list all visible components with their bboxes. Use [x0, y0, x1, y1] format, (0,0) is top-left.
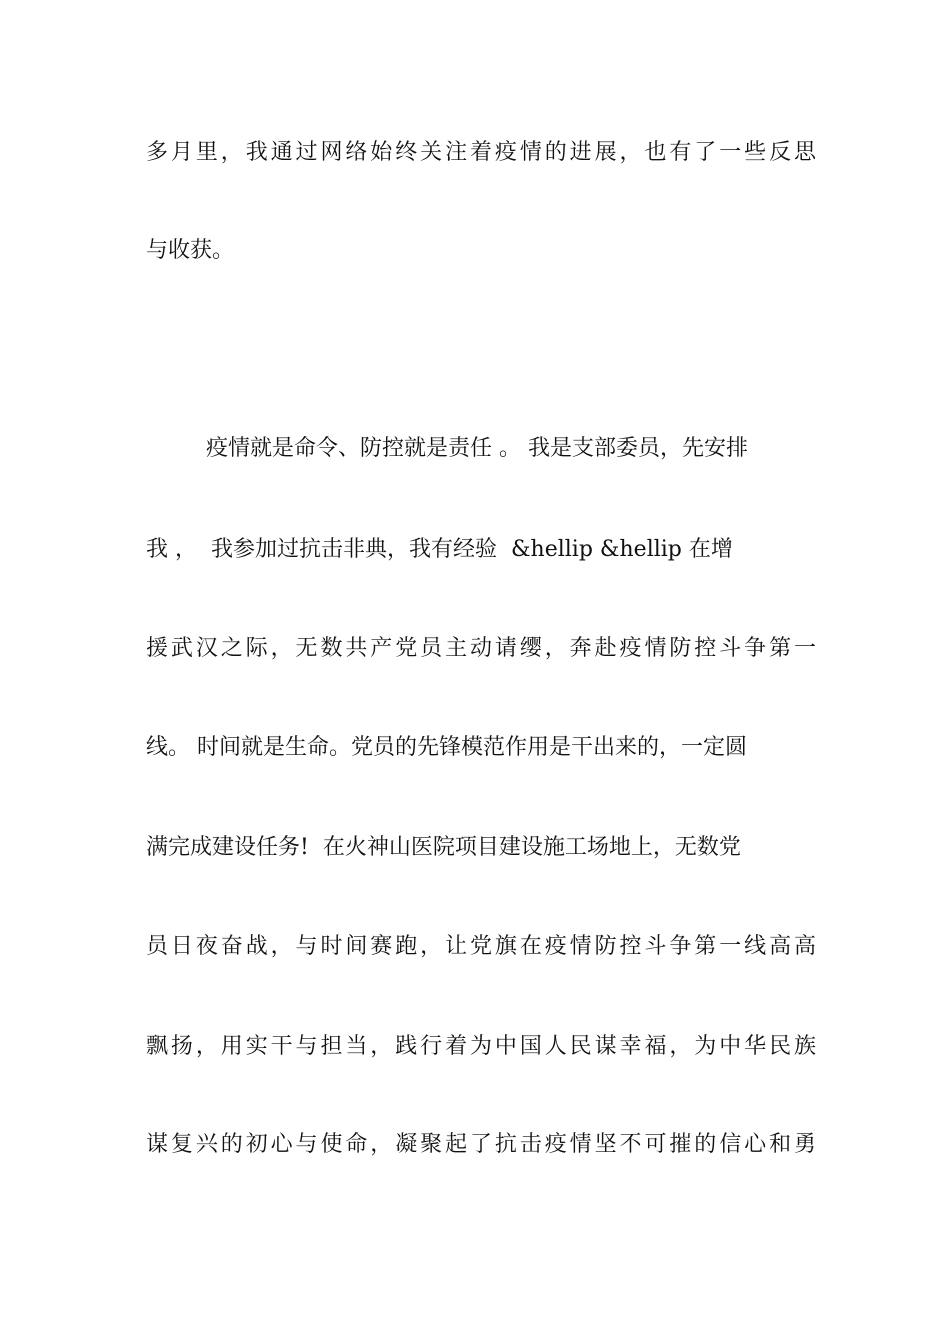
text-line-7: 满完成建设任务! 在火神山医院项目建设施工场地上，无数党	[146, 835, 741, 860]
text-line-6: 线。 时间就是生命。党员的先锋模范作用是干出来的，一定圆	[146, 735, 747, 760]
text-line-8: 员日夜奋战，与时间赛跑，让党旗在疫情防控斗争第一线高高	[146, 934, 816, 959]
paragraph-first-line: 疫情就是命令、防控就是责任 。 我是支部委员，先安排	[206, 436, 748, 461]
text-line-1: 多月里，我通过网络始终关注着疫情的进展，也有了一些反思	[146, 140, 816, 165]
text-line-5: 援武汉之际，无数共产党员主动请缨，奔赴疫情防控斗争第一	[146, 636, 816, 661]
text-line-9: 飘扬，用实干与担当，践行着为中国人民谋幸福，为中华民族	[146, 1034, 816, 1059]
text-line-4: 我 ， 我参加过抗击非典，我有经验 &hellip &hellip 在增	[146, 537, 733, 562]
text-line-10: 谋复兴的初心与使命，凝聚起了抗击疫情坚不可摧的信心和勇	[146, 1132, 816, 1157]
text-line-2: 与收获。	[146, 238, 235, 263]
